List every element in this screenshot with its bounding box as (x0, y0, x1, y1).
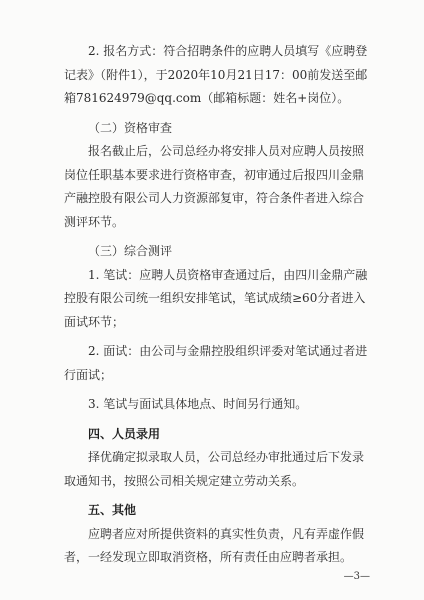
hiring-heading: 四、人员录用 (88, 426, 161, 441)
comprehensive-assessment-heading: （三）综合测评 (88, 244, 173, 258)
other-heading: 五、其他 (88, 503, 137, 517)
page-number: —3— (343, 571, 370, 582)
test-location-paragraph: 3. 笔试与面试具体地点、时间另行通知。 (88, 397, 308, 411)
qualification-review-paragraph: 报名截止后，公司总经办将安排人员对应聘人员按照岗位任职基本要求进行资格审查，初审通过后报四川金鼎产融控股有限公司人力资源部复审，符合条件者进入综合测评环节。 (64, 144, 365, 229)
written-test-paragraph: 1. 笔试：应聘人员资格审查通过后，由四川金鼎产融控股有限公司统一组织安排笔试，笔试成绩≥60分者进入面试环节； (64, 267, 368, 329)
registration-method-paragraph: 2. 报名方式：符合招聘条件的应聘人员填写《应聘登记表》（附件1），于2020年10月21日17：00前发送至邮箱781624979@qq.com（邮箱标题：姓名+岗位）。 (64, 44, 368, 105)
qualification-review-heading: （二）资格审查 (88, 120, 173, 135)
document-body (64, 40, 374, 570)
hiring-paragraph: 择优确定拟录取人员，公司总经办审批通过后下发录取通知书，按照公司相关规定建立劳动关系。 (64, 450, 365, 488)
interview-paragraph: 2. 面试：由公司与金鼎控股组织评委对笔试通过者进行面试； (64, 344, 368, 382)
other-paragraph: 应聘者应对所提供资料的真实性负责，凡有弄虚作假者，一经发现立即取消资格，所有责任由应聘者承担。 (64, 526, 365, 564)
